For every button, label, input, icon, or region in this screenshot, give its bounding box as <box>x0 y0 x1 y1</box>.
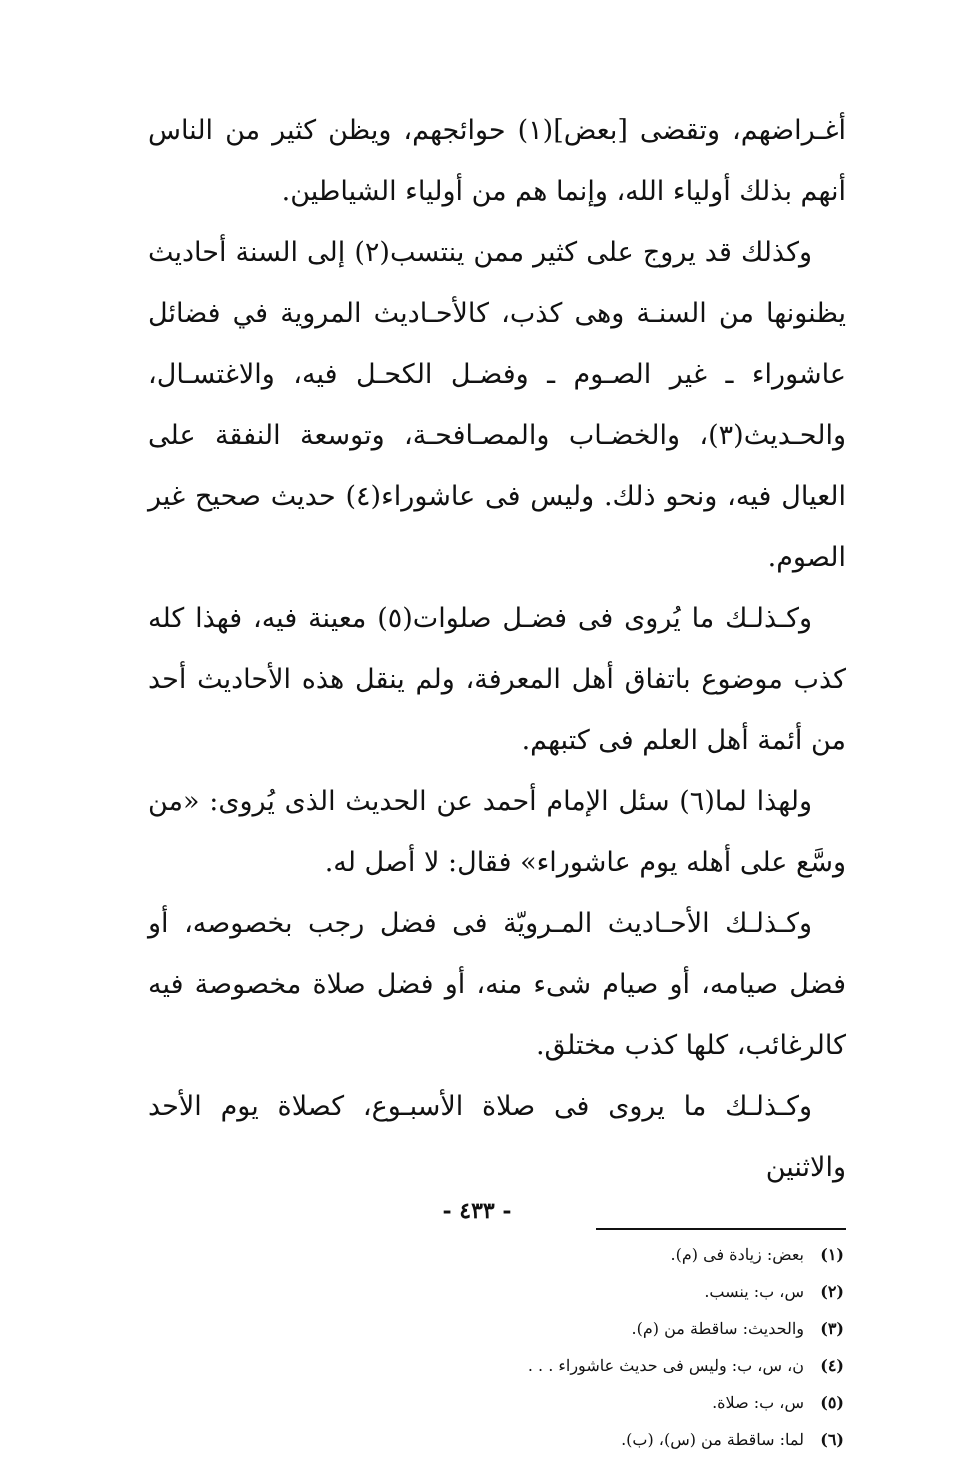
footnote-1 <box>148 1236 846 1273</box>
footnote-text: س، ب: ينسب. <box>704 1282 804 1301</box>
page-number: - ٤٣٣ - <box>442 1198 512 1224</box>
footnote-text: ن، س، ب: وليس فى حديث عاشوراء . . . <box>527 1356 804 1375</box>
footnote-number: (٢) <box>820 1282 844 1301</box>
main-text <box>148 100 846 1198</box>
paragraph-5: وكـذلـك الأحـاديث المـرويّة فى فضل رجب بخصوصه، أو فضل صيامه، أو صيام شىء منه، أو فضل صلاة مخصوصة فيه كالرغائب، كلها كذب مختلق. <box>148 908 846 1061</box>
footnote-4 <box>148 1347 846 1384</box>
footnote-text: والحديث: ساقطة من (م). <box>631 1319 804 1338</box>
footnote-number: (٦) <box>820 1430 844 1449</box>
footnote-6 <box>148 1421 846 1458</box>
footnote-number: (٤) <box>820 1356 844 1375</box>
paragraph-4: ولهذا لما(٦) سئل الإمام أحمد عن الحديث الذى يُروى: «من وسَّع على أهله يوم عاشوراء» فقال: لا أصل له. <box>148 786 846 878</box>
footnote-number: (٥) <box>820 1393 844 1412</box>
footnote-text: بعض: زيادة فى (م). <box>670 1245 804 1264</box>
footnote-divider <box>596 1228 846 1230</box>
paragraph-3: وكـذلـك ما يُروى فى فضـل صلوات(٥) معينة فيه، فهذا كله كذب موضوع باتفاق أهل المعرفة، ولم ينقل هذه الأحاديث أحد من أئمة أهل العلم فى كتبهم. <box>148 603 846 756</box>
footnote-text: لما: ساقطة من (س)، (ب). <box>621 1430 804 1449</box>
footnote-2 <box>148 1273 846 1310</box>
footnotes <box>148 1236 846 1458</box>
footnote-3 <box>148 1310 846 1347</box>
footnote-text: س، ب: صلاة. <box>712 1393 804 1412</box>
footnote-number: (١) <box>820 1245 844 1264</box>
footnote-5 <box>148 1384 846 1421</box>
footnote-number: (٣) <box>820 1319 844 1338</box>
paragraph-1: أغـراضهم، وتقضى [بعض](١) حوائجهم، ويظن كثير من الناس أنهم بذلك أولياء الله، وإنما هم من أولياء الشياطين. <box>148 115 846 207</box>
paragraph-2: وكذلك قد يروج على كثير ممن ينتسب(٢) إلى السنة أحاديث يظنونها من السنـة وهى كذب، كالأحـاديث المروية في فضائل عاشوراء ـ غير الصـوم ـ وفضـل الكحـل فيه، والاغتسـال، والحـديث(٣)، والخضـاب والمصـافحـة، وتوسعة النفقة على العيال فيه، ونحو ذلك. وليس فى عاشوراء(٤) حديث صحيح غير الصوم. <box>148 237 846 573</box>
paragraph-6: وكـذلـك ما يروى فى صلاة الأسبـوع، كصلاة يوم الأحد والاثنين <box>148 1091 846 1183</box>
